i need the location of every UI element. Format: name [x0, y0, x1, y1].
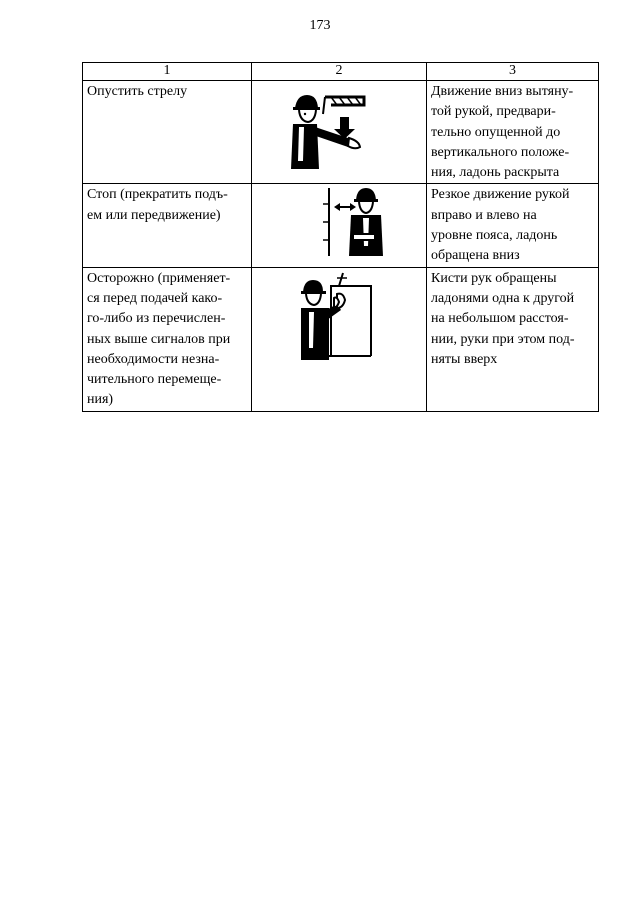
text-line: обращена вниз — [431, 248, 520, 264]
text-line: вправо и влево на — [431, 207, 537, 223]
text-line: уровне пояса, ладонь — [431, 228, 558, 244]
column-header-2: 2 — [252, 63, 427, 81]
signal-command-cell — [83, 184, 252, 267]
table-row — [83, 267, 599, 411]
text-line: ладонями одна к другой — [431, 290, 575, 306]
text-line: го-либо из перечислен- — [87, 311, 226, 327]
text-line: той рукой, предвари- — [431, 104, 556, 120]
table-row — [83, 81, 599, 184]
lower-boom-figure-icon — [279, 81, 399, 179]
text-line: ных выше сигналов при — [87, 331, 231, 347]
signal-description-cell — [427, 81, 599, 184]
signal-description-cell — [427, 184, 599, 267]
text-line: на небольшом расстоя- — [431, 311, 569, 327]
text-line: ния, ладонь раскрыта — [431, 165, 560, 181]
text-line: тельно опущенной до — [431, 124, 561, 140]
text-line: Опустить стрелу — [87, 84, 188, 99]
text-line: ем или передвижение) — [87, 207, 221, 223]
signal-figure-cell — [252, 184, 427, 267]
column-header-3: 3 — [427, 63, 599, 81]
signal-figure-cell — [252, 267, 427, 411]
text-line: ния) — [87, 392, 114, 408]
text-line: Осторожно (применяет- — [87, 270, 231, 286]
text-line: чительного перемеще- — [87, 372, 222, 388]
text-line: Кисти рук обращены — [431, 270, 557, 286]
table-row — [83, 184, 599, 267]
text-line: няты вверх — [431, 351, 498, 367]
text-line: ся перед подачей како- — [87, 290, 223, 306]
header-row — [83, 63, 599, 81]
page-number: 173 — [309, 18, 331, 33]
signal-figure-cell — [252, 81, 427, 184]
text-line: Резкое движение рукой — [431, 187, 570, 203]
text-line: вертикального положе- — [431, 144, 570, 160]
stop-figure-icon — [279, 184, 399, 260]
text-line: Движение вниз вытяну- — [431, 84, 574, 99]
crane-signals-table — [82, 62, 599, 412]
column-header-1: 1 — [83, 63, 252, 81]
text-line: нии, руки при этом под- — [431, 331, 575, 347]
signal-command-cell — [83, 267, 252, 411]
caution-figure-icon — [279, 268, 399, 368]
signal-command-cell — [83, 81, 252, 184]
text-line: Стоп (прекратить подъ- — [87, 187, 228, 203]
signal-description-cell — [427, 267, 599, 411]
text-line: необходимости незна- — [87, 351, 220, 367]
